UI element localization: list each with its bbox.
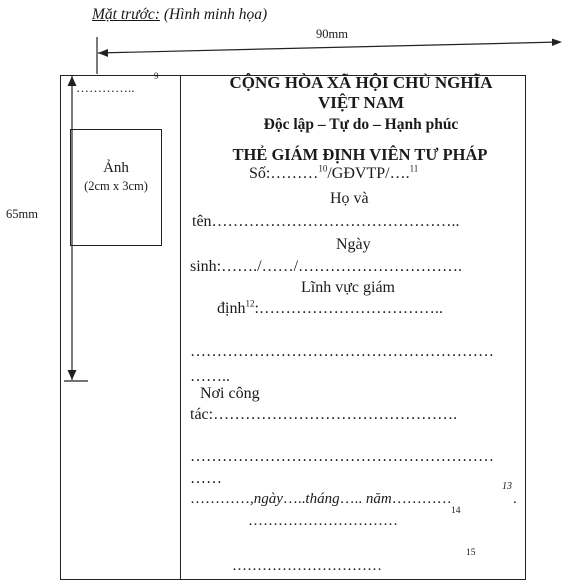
area-line1 xyxy=(217,300,443,318)
sign-footnote-14: 14 xyxy=(451,506,461,516)
area-line3: …….. xyxy=(190,368,230,385)
area-footnote-12: 12 xyxy=(245,298,255,309)
area-prefix: định xyxy=(217,300,246,317)
work-line2: ………………………………………………… xyxy=(190,448,494,465)
motto: Độc lập – Tự do – Hạnh phúc xyxy=(263,116,459,133)
heading-line1: CỘNG HÒA XÃ HỘI CHỦ NGHĨA xyxy=(229,73,493,92)
photo-size: (2cm x 3cm) xyxy=(84,179,148,193)
area-label: Lĩnh vực giám xyxy=(301,279,395,296)
width-label: 90mm xyxy=(316,27,348,41)
caption-underlined: Mặt trước: xyxy=(92,6,160,23)
date-dots3: ….. xyxy=(339,491,366,507)
name-label: Họ và xyxy=(330,190,369,207)
photo-title: Ảnh xyxy=(103,160,129,176)
date-footnote-13 xyxy=(502,481,512,492)
card-title: THẺ GIÁM ĐỊNH VIÊN TƯ PHÁP xyxy=(232,145,488,164)
date-thang: tháng xyxy=(305,491,340,507)
area-line2: ………………………………………………… xyxy=(190,343,494,360)
work-line3: …… xyxy=(190,470,222,487)
date-line xyxy=(190,491,452,508)
number-footnote-11: 11 xyxy=(409,163,419,174)
heading-line2: VIỆT NAM xyxy=(317,93,405,112)
date-ngay: ,ngày xyxy=(250,491,283,507)
number-footnote-10: 10 xyxy=(318,163,328,174)
sign-footnote-15: 15 xyxy=(466,548,476,558)
left-dots xyxy=(76,80,135,96)
date-fn-text: 13 xyxy=(502,481,512,492)
work-line1: tác:………………………………………. xyxy=(190,406,458,423)
date-dots1: ………… xyxy=(190,491,250,507)
number-middle: /GĐVTP/…. xyxy=(327,165,410,182)
number-prefix: Số:……… xyxy=(249,165,319,182)
sign-line1: ………………………… xyxy=(248,513,398,529)
area-rest: :…………………………….. xyxy=(254,300,443,317)
work-label: Nơi công xyxy=(200,385,260,402)
card-divider xyxy=(180,75,181,580)
number-line xyxy=(249,165,418,183)
dob-line: sinh:……./……/…………………………. xyxy=(190,258,463,275)
photo-box xyxy=(70,129,162,246)
date-dots4: ………… xyxy=(391,491,452,507)
date-end: . xyxy=(513,491,517,507)
left-footnote: 9 xyxy=(154,71,159,81)
sign-line2: ………………………… xyxy=(232,558,382,574)
caption-rest: (Hình minh họa) xyxy=(159,6,268,23)
date-nam: năm xyxy=(365,491,392,507)
left-dots-text: ………….. xyxy=(76,80,135,95)
height-label: 65mm xyxy=(6,207,38,221)
dob-label: Ngày xyxy=(336,236,371,253)
date-dots2: ….. xyxy=(282,491,306,507)
name-line: tên……………………………………….. xyxy=(192,213,460,230)
